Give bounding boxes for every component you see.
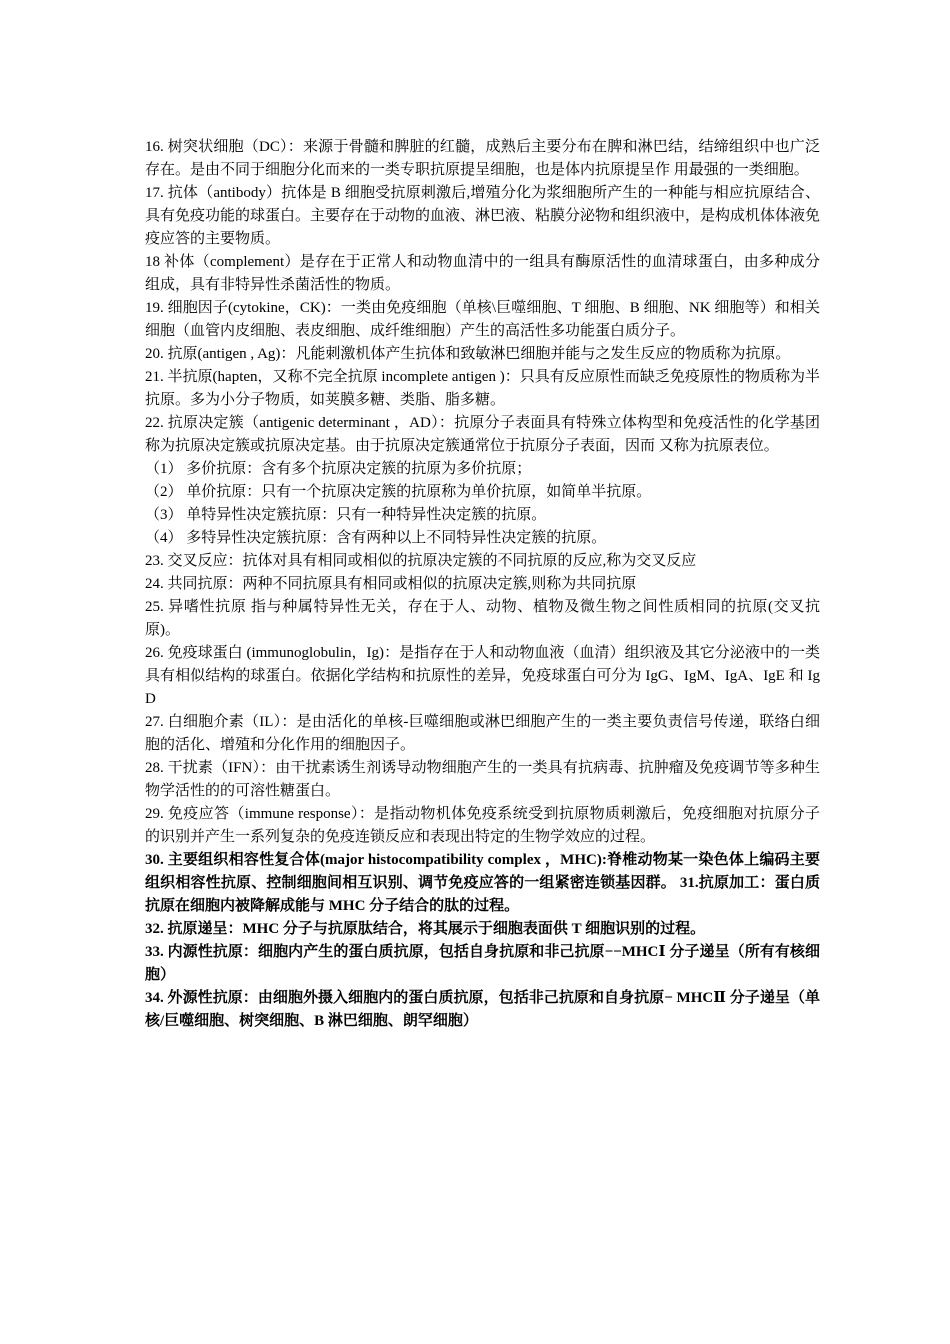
paragraph-20: 20. 抗原(antigen , Ag)：凡能刺激机体产生抗体和致敏淋巴细胞并能与之发生反应的物质称为抗原。 [145,346,791,362]
list-item-4: （4） 多特异性决定簇抗原：含有两种以上不同特异性决定簇的抗原。 [145,530,607,546]
paragraph-23: 23. 交叉反应：抗体对具有相同或相似的抗原决定簇的不同抗原的反应,称为交叉反应 [145,553,697,569]
list-item-3: （3） 单特异性决定簇抗原：只有一种特异性决定簇的抗原。 [145,507,547,523]
paragraph-33: 33. 内源性抗原：细胞内产生的蛋白质抗原，包括自身抗原和非己抗原−−MHCⅠ 分子递呈（所有有核细胞） [145,944,820,983]
paragraph-21: 21. 半抗原(hapten，又称不完全抗原 incomplete antigen )：只具有反应原性而缺乏免疫原性的物质称为半抗原。多为小分子物质，如荚膜多糖、类脂、脂多糖。 [145,369,820,408]
paragraph-19: 19. 细胞因子(cytokine，CK)：一类由免疫细胞（单核\巨噬细胞、T 细胞、B 细胞、NK 细胞等）和相关细胞（血管内皮细胞、表皮细胞、成纤维细胞）产生的高活性多功能蛋白质分子。 [145,300,820,339]
paragraph-22: 22. 抗原决定簇（antigenic determinant ，AD）：抗原分子表面具有特殊立体构型和免疫活性的化学基团称为抗原决定簇或抗原决定基。由于抗原决定簇通常位于抗原分子表面，因而 又称为抗原表位。 [145,415,820,454]
paragraph-25: 25. 异嗜性抗原 指与种属特异性无关，存在于人、动物、植物及微生物之间性质相同的抗原(交叉抗原)。 [145,599,820,638]
list-item-2: （2） 单价抗原：只有一个抗原决定簇的抗原称为单价抗原，如简单半抗原。 [145,484,652,500]
paragraph-29: 29. 免疫应答（immune response）：是指动物机体免疫系统受到抗原物质刺激后，免疫细胞对抗原分子的识别并产生一系列复杂的免疫连锁反应和表现出特定的生物学效应的过程。 [145,806,820,845]
paragraph-26: 26. 免疫球蛋白 (immunoglobulin，Ig)：是指存在于人和动物血液（血清）组织液及其它分泌液中的一类具有相似结构的球蛋白。依据化学结构和抗原性的差异，免疫球蛋白可分为 IgG、IgM、IgA、IgE 和 IgD [145,645,820,707]
paragraph-24: 24. 共同抗原：两种不同抗原具有相同或相似的抗原决定簇,则称为共同抗原 [145,576,637,592]
paragraph-34: 34. 外源性抗原：由细胞外摄入细胞内的蛋白质抗原，包括非己抗原和自身抗原− MHCⅡ 分子递呈（单核/巨噬细胞、树突细胞、B 淋巴细胞、朗罕细胞） [145,990,820,1029]
paragraph-18: 18 补体（complement）是存在于正常人和动物血清中的一组具有酶原活性的血清球蛋白，由多种成分组成，具有非特异性杀菌活性的物质。 [145,254,820,293]
list-item-1: （1） 多价抗原：含有多个抗原决定簇的抗原为多价抗原； [145,461,532,477]
paragraph-28: 28. 干扰素（IFN）：由干扰素诱生剂诱导动物细胞产生的一类具有抗病毒、抗肿瘤及免疫调节等多种生物学活性的的可溶性糖蛋白。 [145,760,820,799]
paragraph-17: 17. 抗体（antibody）抗体是 B 细胞受抗原刺激后,增殖分化为浆细胞所产生的一种能与相应抗原结合、具有免疫功能的球蛋白。主要存在于动物的血液、淋巴液、粘膜分泌物和组织液中，是构成机体体液免疫应答的主要物质。 [145,185,821,247]
paragraph-16: 16. 树突状细胞（DC）：来源于骨髓和脾脏的红髓，成熟后主要分布在脾和淋巴结，结缔组织中也广泛存在。是由不同于细胞分化而来的一类专职抗原提呈细胞，也是体内抗原提呈作 用最强的一类细胞。 [145,139,820,178]
paragraph-30-31: 30. 主要组织相容性复合体(major histocompatibility complex ，MHC):脊椎动物某一染色体上编码主要组织相容性抗原、控制细胞间相互识别、调节免疫应答的一组紧密连锁基因群。 31.抗原加工：蛋白质抗原在细胞内被降解成能与 MHC 分子结合的肽的过程。 [145,852,820,914]
paragraph-27: 27. 白细胞介素（IL）：是由活化的单核-巨噬细胞或淋巴细胞产生的一类主要负责信号传递，联络白细胞的活化、增殖和分化作用的细胞因子。 [145,714,820,753]
paragraph-32: 32. 抗原递呈：MHC 分子与抗原肽结合，将其展示于细胞表面供 T 细胞识别的过程。 [145,921,706,937]
